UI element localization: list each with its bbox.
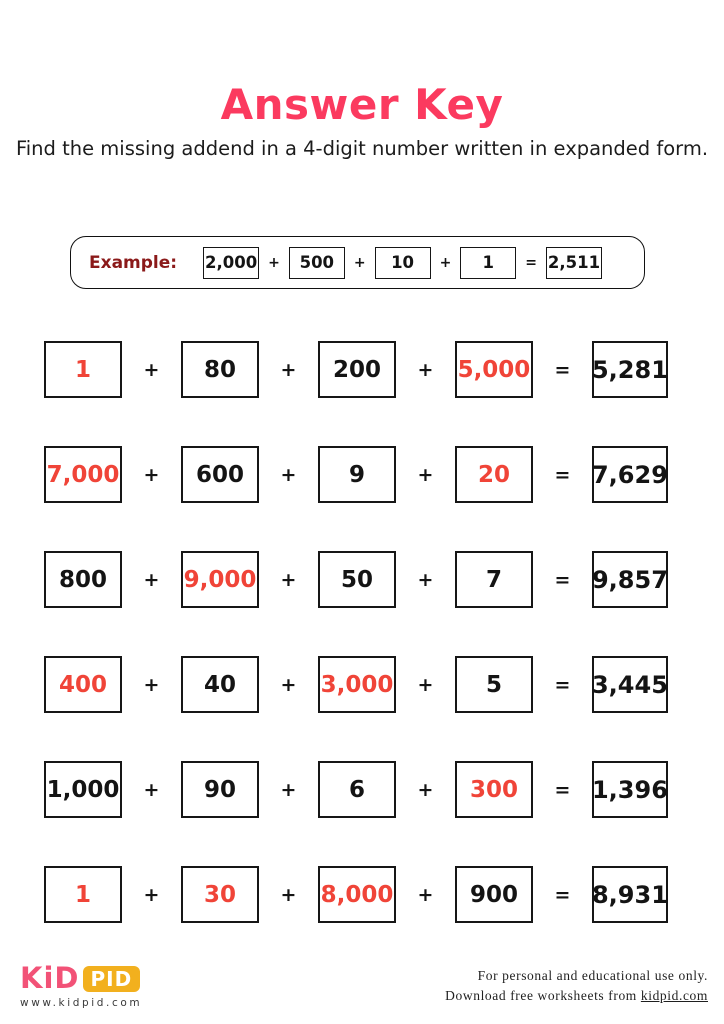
addend-box: 5: [455, 656, 533, 713]
addend-box: 50: [318, 551, 396, 608]
missing-addend-box: 5,000: [455, 341, 533, 398]
missing-addend-box: 1: [44, 866, 122, 923]
missing-addend-box: 7,000: [44, 446, 122, 503]
missing-addend-box: 8,000: [318, 866, 396, 923]
plus-operator: +: [280, 778, 297, 801]
plus-operator: +: [143, 463, 160, 486]
addend-box: 200: [318, 341, 396, 398]
kidpid-link[interactable]: kidpid.com: [640, 987, 708, 1003]
missing-addend-box: 9,000: [181, 551, 259, 608]
plus-operator: +: [417, 463, 434, 486]
usage-notice-line1: For personal and educational use only.: [477, 968, 708, 983]
problems-list: [44, 341, 668, 971]
plus-operator: +: [143, 568, 160, 591]
equals-operator: =: [554, 358, 571, 381]
logo-pid-badge: PID: [83, 966, 141, 992]
plus-operator: +: [280, 673, 297, 696]
addend-box: 1: [460, 247, 516, 279]
addend-box: 6: [318, 761, 396, 818]
missing-addend-box: 1: [44, 341, 122, 398]
plus-operator: +: [280, 883, 297, 906]
addend-box: 600: [181, 446, 259, 503]
addend-box: 9: [318, 446, 396, 503]
sum-box: 3,445: [592, 656, 668, 713]
addend-box: 500: [289, 247, 345, 279]
problem-row: [44, 656, 668, 713]
sum-box: 8,931: [592, 866, 668, 923]
usage-notice-line2: [445, 986, 708, 1006]
addend-box: 10: [375, 247, 431, 279]
equals-operator: =: [525, 254, 538, 271]
plus-operator: +: [268, 254, 280, 271]
sum-box: 9,857: [592, 551, 668, 608]
plus-operator: +: [143, 883, 160, 906]
example-label: Example:: [89, 252, 178, 273]
plus-operator: +: [353, 254, 366, 271]
equals-operator: =: [554, 883, 571, 906]
plus-operator: +: [417, 568, 434, 591]
plus-operator: +: [417, 883, 434, 906]
plus-operator: +: [280, 568, 297, 591]
addend-box: 90: [181, 761, 259, 818]
missing-addend-box: 300: [455, 761, 533, 818]
logo-kid-text: KiD: [20, 961, 80, 995]
problem-row: [44, 866, 668, 923]
plus-operator: +: [143, 358, 160, 381]
sum-box: 5,281: [592, 341, 668, 398]
plus-operator: +: [439, 254, 452, 271]
plus-operator: +: [417, 673, 434, 696]
page-subtitle: Find the missing addend in a 4-digit number written in expanded form.: [15, 137, 709, 160]
kidpid-logo: [20, 961, 143, 1009]
problem-row: [44, 446, 668, 503]
sum-box: 7,629: [592, 446, 668, 503]
logo-website-url: www.kidpid.com: [20, 997, 143, 1009]
addend-box: 40: [181, 656, 259, 713]
problem-row: [44, 761, 668, 818]
plus-operator: +: [280, 358, 297, 381]
equals-operator: =: [554, 568, 571, 591]
usage-notice: [445, 966, 708, 1005]
usage-notice-line2-prefix: Download free worksheets from: [445, 987, 641, 1003]
example-equation: [203, 247, 626, 279]
equals-operator: =: [554, 463, 571, 486]
addend-box: 7: [455, 551, 533, 608]
missing-addend-box: 30: [181, 866, 259, 923]
plus-operator: +: [143, 778, 160, 801]
plus-operator: +: [143, 673, 160, 696]
plus-operator: +: [417, 358, 434, 381]
addend-box: 1,000: [44, 761, 122, 818]
problem-row: [44, 551, 668, 608]
problem-row: [44, 341, 668, 398]
missing-addend-box: 400: [44, 656, 122, 713]
missing-addend-box: 20: [455, 446, 533, 503]
sum-box: 1,396: [592, 761, 668, 818]
equals-operator: =: [554, 673, 571, 696]
example-box: [70, 236, 645, 289]
missing-addend-box: 3,000: [318, 656, 396, 713]
sum-box: 2,511: [546, 247, 602, 279]
kidpid-logo-wordmark: [20, 961, 142, 995]
addend-box: 800: [44, 551, 122, 608]
page-title: Answer Key: [220, 80, 504, 129]
equals-operator: =: [554, 778, 571, 801]
addend-box: 80: [181, 341, 259, 398]
addend-box: 2,000: [203, 247, 259, 279]
plus-operator: +: [280, 463, 297, 486]
addend-box: 900: [455, 866, 533, 923]
plus-operator: +: [417, 778, 434, 801]
